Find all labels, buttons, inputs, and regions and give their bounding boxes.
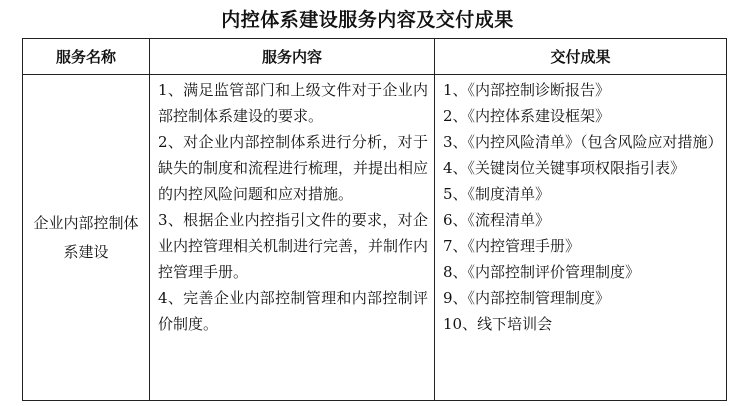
table-header-row xyxy=(23,39,727,75)
deliverable-item: 4、《关键岗位关键事项权限指引表》 xyxy=(443,159,686,177)
deliverable-item: 2、《内控体系建设框架》 xyxy=(443,107,611,125)
deliverable-item: 5、《制度清单》 xyxy=(443,185,551,203)
header-service-content: 服务内容 xyxy=(150,39,435,75)
deliverable-item: 8、《内部控制评价管理制度》 xyxy=(443,263,641,281)
document-title: 内控体系建设服务内容及交付成果 xyxy=(221,9,514,31)
deliverable-item: 10、线下培训会 xyxy=(443,315,553,333)
content-item: 4、完善企业内部控制管理和内部控制评价制度。 xyxy=(158,289,428,333)
deliverable-item: 3、《内控风险清单》（包含风险应对措施） xyxy=(443,133,723,151)
deliverable-item: 1、《内部控制诊断报告》 xyxy=(443,81,611,99)
deliverable-item: 6、《流程清单》 xyxy=(443,211,551,229)
deliverable-item: 9、《内部控制管理制度》 xyxy=(443,289,611,307)
table-row xyxy=(23,75,727,401)
service-name-cell xyxy=(23,75,150,401)
content-item: 3、根据企业内控指引文件的要求，对企业内控管理相关机制进行完善，并制作内控管理手册。 xyxy=(158,211,429,281)
service-name: 企业内部控制体系建设 xyxy=(33,213,139,261)
deliverables-cell xyxy=(435,75,727,401)
header-service-name: 服务名称 xyxy=(23,39,150,75)
content-item: 2、对企业内部控制体系进行分析，对于缺失的制度和流程进行梳理，并提出相应的内控风险问题和应对措施。 xyxy=(158,133,429,203)
service-content-cell xyxy=(150,75,435,401)
content-item: 1、满足监管部门和上级文件对于企业内部控制体系建设的要求。 xyxy=(158,81,428,125)
deliverable-item: 7、《内控管理手册》 xyxy=(443,237,581,255)
service-table xyxy=(22,38,727,401)
header-deliverables: 交付成果 xyxy=(435,39,727,75)
